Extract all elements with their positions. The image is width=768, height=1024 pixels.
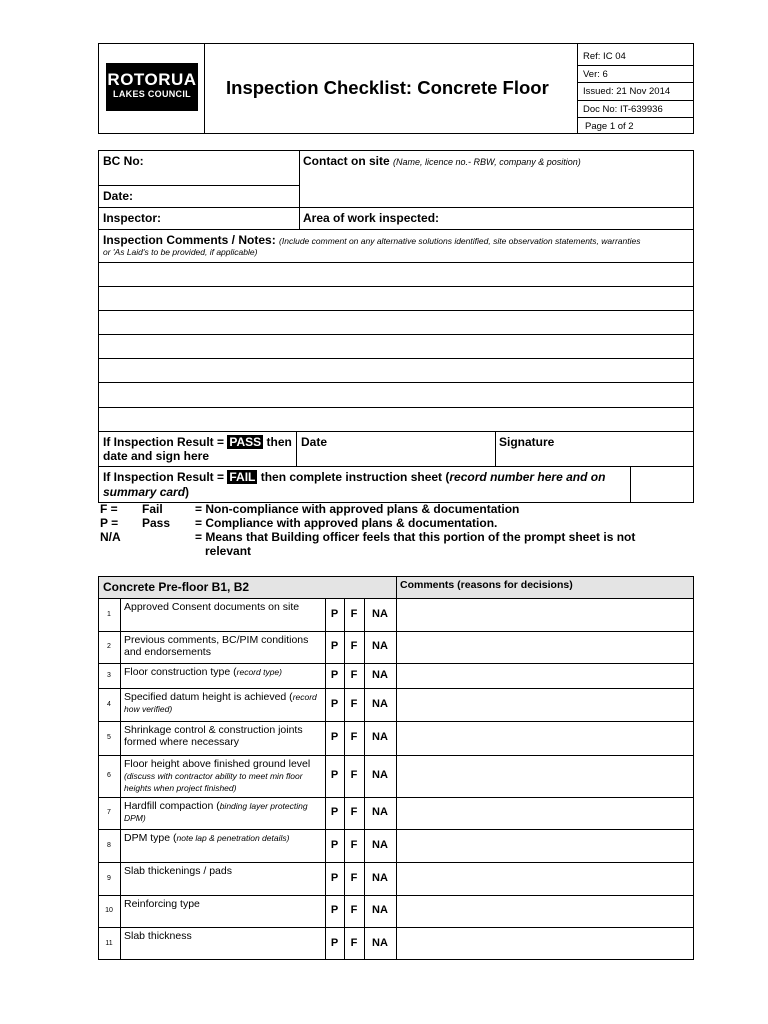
fail-checkbox[interactable]: F: [350, 838, 358, 851]
row-description: [124, 634, 323, 658]
row-subtext: record how verified): [124, 692, 317, 714]
pass-checkbox[interactable]: P: [330, 607, 339, 620]
pass-checkbox[interactable]: P: [330, 904, 339, 916]
row-text: Specified datum height is achieved (: [124, 691, 293, 703]
row-subtext: note lap & penetration details): [176, 833, 290, 843]
signature-column-label: Signature: [499, 435, 555, 449]
row-text: Floor construction type (: [124, 666, 237, 678]
doc-no-field: Doc No: IT-639936: [583, 104, 663, 115]
row-text: Approved Consent documents on site: [124, 601, 300, 613]
contact-label-group: [303, 154, 581, 168]
row-text: Floor height above finished ground level: [124, 758, 311, 770]
comment-cell[interactable]: [397, 722, 693, 755]
row-number: 7: [107, 809, 111, 816]
row-description: [124, 865, 323, 877]
legend-code: P =: [100, 516, 119, 530]
na-checkbox[interactable]: NA: [372, 640, 388, 652]
legend-desc: = Compliance with approved plans & documentation.: [195, 516, 498, 530]
row-number: 10: [105, 907, 113, 914]
bc-no-label: BC No:: [103, 154, 144, 168]
area-label: Area of work inspected:: [303, 211, 440, 225]
row-text: DPM type (: [124, 832, 177, 844]
comment-cell[interactable]: [397, 664, 693, 688]
na-checkbox[interactable]: NA: [372, 697, 388, 710]
fail-checkbox[interactable]: F: [350, 936, 358, 949]
comment-cell[interactable]: [397, 632, 693, 663]
row-text: Hardfill compaction (: [124, 800, 220, 812]
comment-cell[interactable]: [397, 756, 693, 797]
issued-field: Issued: 21 Nov 2014: [583, 86, 671, 97]
row-number: 3: [107, 671, 111, 679]
pass-checkbox[interactable]: P: [330, 769, 339, 781]
pass-checkbox[interactable]: P: [330, 668, 339, 681]
pass-checkbox[interactable]: P: [330, 871, 339, 884]
pass-instruction: [103, 435, 292, 449]
fail-checkbox[interactable]: F: [350, 668, 358, 681]
row-description: [124, 758, 323, 794]
row-number: 11: [105, 939, 113, 947]
row-description: [124, 666, 323, 678]
fail-checkbox[interactable]: F: [350, 904, 358, 916]
fail-pre: If Inspection Result =: [103, 470, 228, 484]
comment-cell[interactable]: [397, 928, 693, 960]
contact-note: (Name, licence no.- RBW, company & position): [393, 157, 581, 167]
legend-code: F =: [100, 502, 118, 516]
na-checkbox[interactable]: NA: [372, 668, 388, 681]
section-title: Concrete Pre-floor B1, B2: [103, 580, 250, 594]
comments-note-1: (Include comment on any alternative solutions identified, site observation statements, warranties: [279, 236, 641, 246]
fail-checkbox[interactable]: F: [350, 607, 358, 620]
pass-badge: PASS: [229, 435, 262, 449]
comments-label: Inspection Comments / Notes:: [103, 233, 276, 247]
comments-header: Comments (reasons for decisions): [400, 579, 573, 591]
pass-checkbox[interactable]: P: [330, 731, 339, 743]
row-subtext: binding layer protecting DPM): [124, 801, 308, 823]
row-number: 1: [107, 610, 111, 618]
row-number: 4: [107, 700, 111, 708]
row-description: [124, 724, 323, 748]
row-number: 2: [107, 643, 111, 650]
comments-label-group: [103, 233, 640, 247]
na-checkbox[interactable]: NA: [372, 838, 388, 851]
comment-cell[interactable]: [397, 830, 693, 862]
comment-cell[interactable]: [397, 689, 693, 721]
fail-checkbox[interactable]: F: [350, 806, 358, 818]
fail-badge: FAIL: [229, 470, 256, 484]
comment-cell[interactable]: [397, 896, 693, 927]
row-text: Reinforcing type: [124, 898, 200, 910]
row-number: 9: [107, 874, 111, 882]
comments-note-2: or 'As Laid's to be provided, if applicable): [103, 247, 258, 257]
fail-checkbox[interactable]: F: [350, 871, 358, 884]
page-number: Page 1 of 2: [585, 121, 634, 132]
logo-line1: ROTORUA: [107, 70, 197, 89]
legend-desc: = Means that Building officer feels that this portion of the prompt sheet is not: [195, 530, 636, 544]
inspector-label: Inspector:: [103, 211, 162, 225]
date-column-label: Date: [301, 435, 328, 449]
legend-word: Pass: [142, 516, 171, 530]
legend-word: Fail: [142, 502, 163, 516]
comment-cell[interactable]: [397, 599, 693, 631]
row-text: Previous comments, BC/PIM conditions and endorsements: [124, 634, 309, 658]
date-label: Date:: [103, 189, 134, 203]
fail-checkbox[interactable]: F: [350, 731, 358, 743]
pass-post: then: [263, 435, 292, 449]
na-checkbox[interactable]: NA: [372, 731, 388, 743]
fail-post: then complete instruction sheet (: [257, 470, 450, 484]
na-checkbox[interactable]: NA: [372, 806, 388, 818]
fail-line2: [103, 485, 189, 499]
fail-line2-text: summary card: [103, 485, 186, 499]
fail-italic: record number here and on: [449, 470, 606, 484]
legend-code: N/A: [100, 530, 121, 544]
pass-checkbox[interactable]: P: [330, 838, 339, 851]
contact-label: Contact on site: [303, 154, 390, 168]
row-description: [124, 930, 323, 942]
row-text: Slab thickenings / pads: [124, 865, 232, 877]
na-checkbox[interactable]: NA: [372, 904, 388, 916]
na-checkbox[interactable]: NA: [372, 607, 388, 620]
pass-checkbox[interactable]: P: [330, 936, 339, 949]
row-description: [124, 898, 323, 910]
pass-pre: If Inspection Result =: [103, 435, 228, 449]
fail-checkbox[interactable]: F: [350, 697, 358, 710]
row-number: 6: [107, 772, 111, 779]
comment-cell[interactable]: [397, 863, 693, 895]
pass-line2: date and sign here: [103, 449, 210, 463]
row-number: 5: [107, 734, 111, 741]
fail-checkbox[interactable]: F: [350, 769, 358, 781]
legend-desc: = Non-compliance with approved plans & documentation: [195, 502, 520, 516]
logo-line2: LAKES COUNCIL: [113, 89, 191, 99]
row-number: 8: [107, 841, 111, 849]
fail-checkbox[interactable]: F: [350, 640, 358, 652]
legend-cont: relevant: [205, 544, 252, 558]
row-description: [124, 832, 323, 844]
pass-checkbox[interactable]: P: [330, 697, 339, 710]
pass-checkbox[interactable]: P: [330, 640, 339, 652]
page-title: Inspection Checklist: Concrete Floor: [226, 77, 549, 98]
row-subtext: record type): [236, 667, 282, 677]
pass-checkbox[interactable]: P: [330, 806, 339, 818]
row-subtext: (discuss with contractor ability to meet min floor heights when project finished): [124, 771, 303, 793]
row-text: Slab thickness: [124, 930, 192, 942]
row-description: [124, 691, 323, 715]
fail-instruction: [103, 470, 605, 484]
na-checkbox[interactable]: NA: [372, 936, 388, 949]
fail-close: ): [185, 485, 190, 499]
row-text: Shrinkage control & construction joints formed where necessary: [124, 724, 303, 748]
row-description: [124, 601, 323, 613]
na-checkbox[interactable]: NA: [372, 769, 388, 781]
version-field: Ver: 6: [583, 69, 608, 80]
na-checkbox[interactable]: NA: [372, 871, 388, 884]
comment-cell[interactable]: [397, 798, 693, 829]
council-logo: [106, 63, 198, 111]
ref-field: Ref: IC 04: [583, 51, 626, 62]
row-description: [124, 800, 323, 824]
